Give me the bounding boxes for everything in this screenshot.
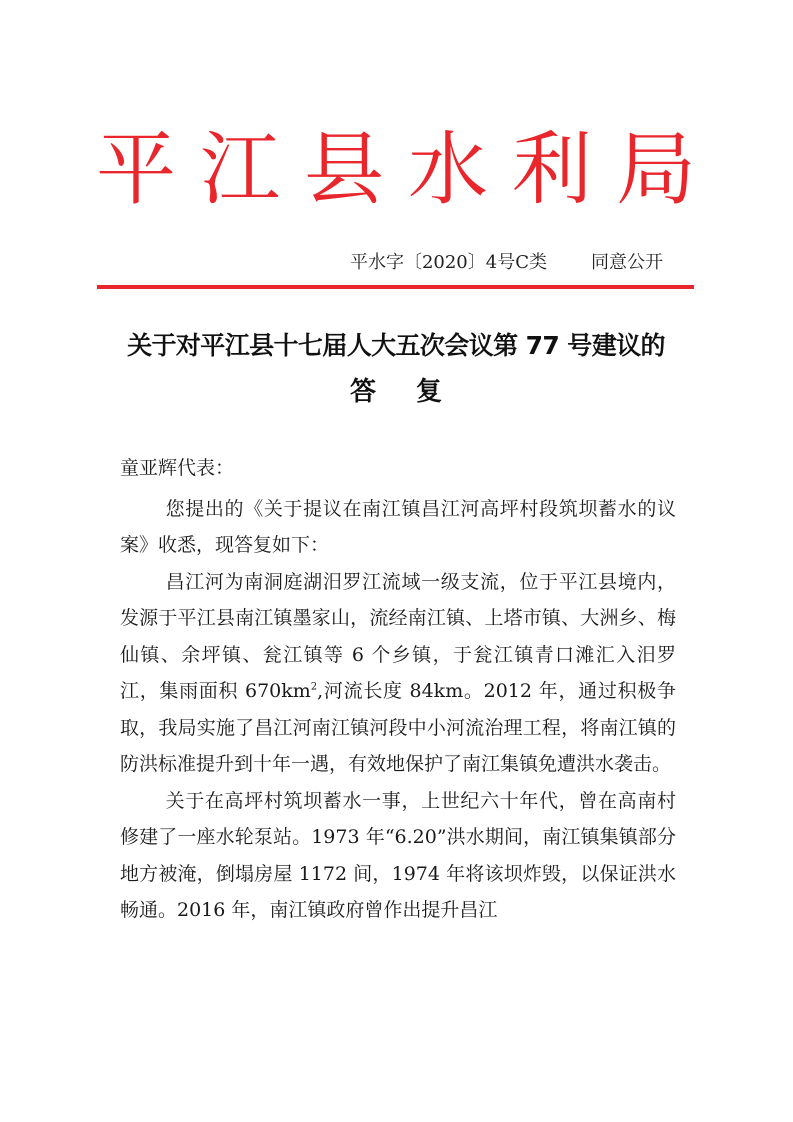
- agency-title-char: 局: [616, 123, 696, 216]
- agency-title-char: 江: [200, 123, 280, 216]
- agency-title-char: 平: [96, 123, 176, 216]
- document-title-char-reply: 复: [416, 377, 443, 407]
- agency-title-char: 利: [512, 123, 592, 216]
- agency-title: [96, 120, 696, 220]
- agency-title-char: 水: [408, 123, 488, 216]
- document-title-char-answer: 答: [349, 377, 376, 407]
- disclosure-status: 同意公开: [591, 252, 663, 273]
- superscript: 2: [310, 681, 318, 693]
- header-divider: [97, 285, 694, 289]
- paragraph-1: 您提出的《关于提议在南江镇昌江河高坪村段筑坝蓄水的议案》收悉，现答复如下：: [120, 497, 676, 556]
- document-body: [120, 450, 676, 929]
- paragraph-2: [120, 564, 676, 783]
- salutation: 童亚辉代表：: [120, 457, 235, 479]
- document-title-line1: 关于对平江县十七届人大五次会议第 77 号建议的: [127, 331, 665, 360]
- document-title-line2: [96, 371, 696, 413]
- document-title: [96, 325, 696, 413]
- document-number-line: [350, 248, 663, 278]
- document-number: 平水字〔2020〕4号C类: [349, 252, 547, 273]
- agency-title-char: 县: [304, 123, 384, 216]
- paragraph-3: 关于在高坪村筑坝蓄水一事，上世纪六十年代，曾在高南村修建了一座水轮泵站。1973 年“6.20”洪水期间，南江镇集镇部分地方被淹，倒塌房屋 1172 间，1974 年将该坝炸毁，以保证洪水畅通。2016 年，南江镇政府曾作出提升昌江: [120, 789, 676, 921]
- paragraph-2-text-b: ,河流长度 84km。2012 年，通过积极争取，我局实施了昌江河南江镇河段中小河流治理工程，将南江镇的防洪标准提升到十年一遇，有效地保护了南江集镇免遭洪水袭击。: [120, 680, 676, 775]
- paragraph-2-text-a: 昌江河为南洞庭湖汨罗江流域一级支流，位于平江县境内，发源于平江县南江镇墨家山，流经南江镇、上塔市镇、大洲乡、梅仙镇、余坪镇、瓮江镇等 6 个乡镇，于瓮江镇青口滩汇入汨罗江，集雨面积 670km: [120, 570, 676, 702]
